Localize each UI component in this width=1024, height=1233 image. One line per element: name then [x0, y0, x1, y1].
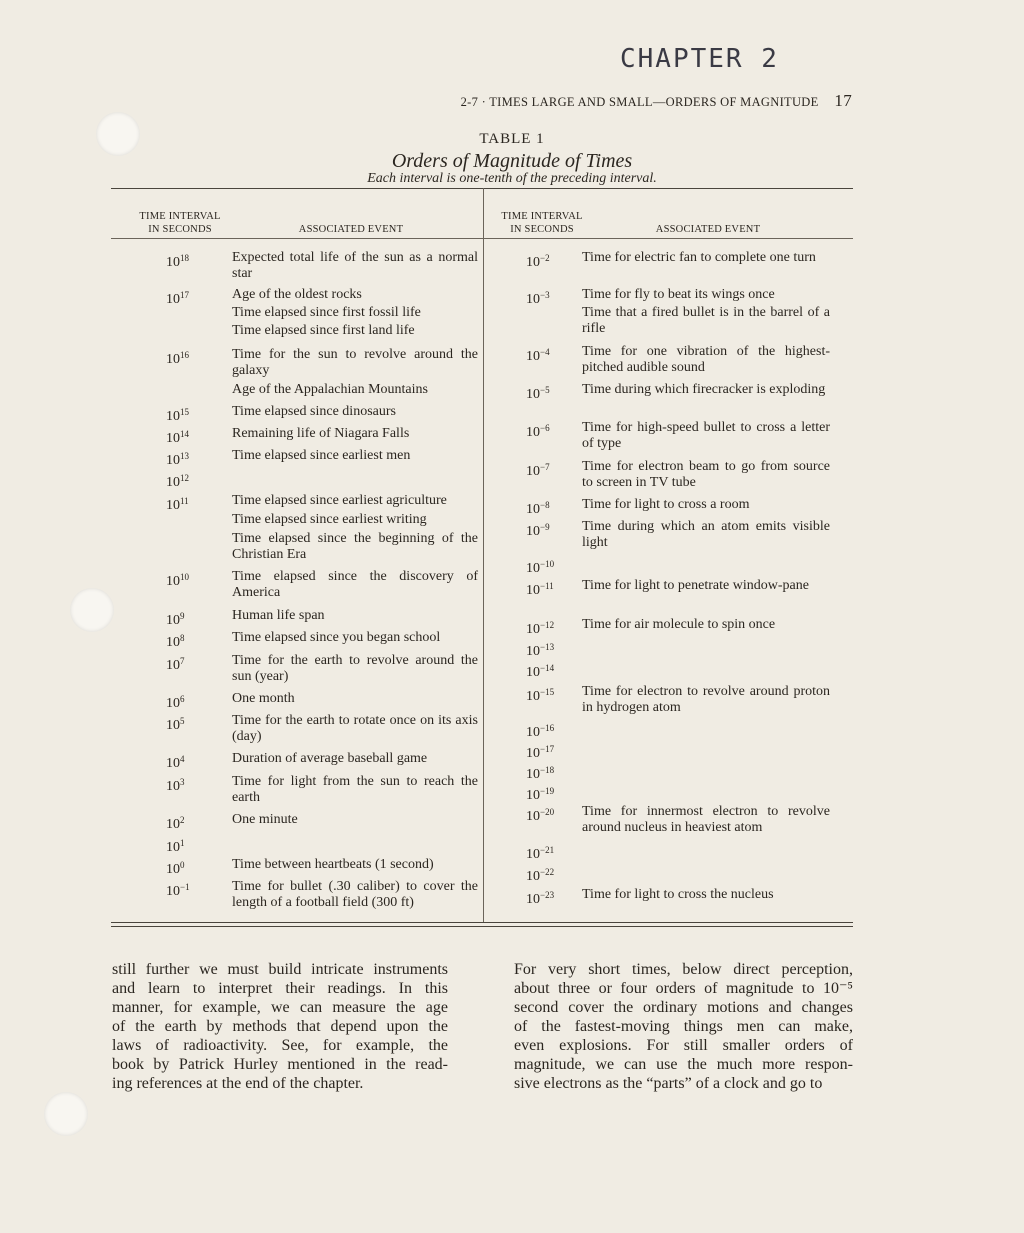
interval-exponent: 9	[180, 611, 185, 621]
interval-base: 10	[526, 292, 540, 307]
associated-event: One month	[232, 691, 295, 706]
interval-base: 10	[166, 658, 180, 673]
interval-header-line2: IN SECONDS	[148, 224, 212, 235]
associated-event: Time for light from the sun to reach the earth	[232, 774, 478, 805]
interval-exponent: −21	[540, 845, 555, 855]
left-event-header: ASSOCIATED EVENT	[298, 224, 404, 235]
time-interval	[166, 347, 189, 368]
left-table-column	[111, 250, 481, 920]
time-interval	[526, 617, 554, 638]
associated-event: Time for the sun to revolve around the galaxy	[232, 347, 478, 378]
interval-base: 10	[526, 746, 540, 761]
time-interval	[526, 459, 550, 480]
time-interval	[526, 497, 550, 518]
time-interval	[526, 783, 554, 804]
body-text-line: laws of radioactivity. See, for example, the	[112, 1037, 448, 1054]
interval-base: 10	[526, 892, 540, 907]
interval-base: 10	[166, 756, 180, 771]
interval-base: 10	[526, 255, 540, 270]
associated-event: Age of the Appalachian Mountains	[232, 382, 428, 397]
interval-base: 10	[166, 635, 180, 650]
body-text-right	[514, 960, 853, 1093]
associated-event: Time elapsed since the beginning of the Christian Era	[232, 531, 478, 562]
time-interval	[526, 420, 550, 441]
interval-exponent: 7	[180, 656, 185, 666]
time-interval	[526, 720, 554, 741]
time-interval	[526, 741, 554, 762]
interval-exponent: 4	[180, 754, 185, 764]
interval-base: 10	[526, 847, 540, 862]
body-text-line: book by Patrick Hurley mentioned in the read-	[112, 1056, 448, 1073]
associated-event: One minute	[232, 812, 298, 827]
interval-base: 10	[166, 453, 180, 468]
table-title: Orders of Magnitude of Times	[391, 150, 633, 172]
interval-exponent: −10	[540, 559, 555, 569]
time-interval	[526, 382, 550, 403]
interval-base: 10	[166, 292, 180, 307]
interval-base: 10	[526, 425, 540, 440]
associated-event: Remaining life of Niagara Falls	[232, 426, 410, 441]
right-interval-header	[487, 210, 597, 236]
interval-base: 10	[526, 809, 540, 824]
interval-exponent: −11	[540, 581, 554, 591]
interval-base: 10	[526, 725, 540, 740]
time-interval	[166, 835, 185, 856]
table-header-rule	[111, 238, 853, 239]
time-interval	[166, 630, 185, 651]
time-interval	[526, 287, 550, 308]
time-interval	[166, 569, 189, 590]
time-interval	[166, 404, 189, 425]
interval-base: 10	[166, 574, 180, 589]
associated-event: Time during which an atom emits visible light	[582, 519, 830, 550]
body-text-line: ing references at the end of the chapter.	[112, 1075, 364, 1092]
associated-event: Expected total life of the sun as a normal star	[232, 250, 478, 281]
interval-exponent: −14	[540, 663, 555, 673]
time-interval	[166, 426, 189, 447]
time-interval	[526, 842, 554, 863]
time-interval	[166, 879, 190, 900]
interval-base: 10	[166, 862, 180, 877]
interval-exponent: −23	[540, 890, 555, 900]
body-text-line: of the fastest-moving things men can make,	[514, 1018, 853, 1035]
time-interval	[166, 608, 185, 629]
associated-event: Time for innermost electron to revolve around nucleus in heaviest atom	[582, 804, 830, 835]
associated-event: Time for one vibration of the highest-pitched audible sound	[582, 344, 830, 375]
time-interval	[166, 493, 189, 514]
interval-base: 10	[526, 689, 540, 704]
interval-base: 10	[526, 464, 540, 479]
interval-header-line1: TIME INTERVAL	[501, 211, 583, 222]
interval-base: 10	[166, 352, 180, 367]
associated-event: Time elapsed since first fossil life	[232, 305, 421, 320]
interval-exponent: −8	[540, 500, 550, 510]
interval-base: 10	[526, 387, 540, 402]
interval-base: 10	[166, 498, 180, 513]
interval-exponent: 15	[180, 407, 189, 417]
time-interval	[166, 448, 189, 469]
time-interval	[166, 287, 189, 308]
time-interval	[526, 519, 550, 540]
time-interval	[526, 344, 550, 365]
associated-event: Time between heartbeats (1 second)	[232, 857, 434, 872]
body-text-line: of the earth by methods that depend upon the	[112, 1018, 448, 1035]
time-interval	[166, 691, 185, 712]
associated-event: Time for light to cross a room	[582, 497, 750, 512]
time-interval	[166, 751, 185, 772]
associated-event: Age of the oldest rocks	[232, 287, 362, 302]
body-text-line: magnitude, we can use the much more respon-	[514, 1056, 853, 1073]
interval-base: 10	[526, 767, 540, 782]
associated-event: Time for light to cross the nucleus	[582, 887, 774, 902]
interval-exponent: −22	[540, 867, 555, 877]
interval-base: 10	[166, 779, 180, 794]
associated-event: Time elapsed since the discovery of America	[232, 569, 478, 600]
body-text-line: about three or four orders of magnitude to 10⁻⁵	[514, 980, 853, 997]
time-interval	[526, 684, 554, 705]
interval-base: 10	[166, 409, 180, 424]
interval-exponent: 3	[180, 777, 185, 787]
interval-exponent: 8	[180, 633, 185, 643]
associated-event: Time elapsed since dinosaurs	[232, 404, 396, 419]
interval-base: 10	[166, 475, 180, 490]
interval-base: 10	[526, 644, 540, 659]
interval-base: 10	[526, 788, 540, 803]
interval-base: 10	[166, 817, 180, 832]
associated-event: Time for high-speed bullet to cross a letter of type	[582, 420, 830, 451]
time-interval	[166, 250, 189, 271]
interval-exponent: −9	[540, 522, 550, 532]
interval-exponent: 17	[180, 290, 189, 300]
associated-event: Time elapsed since earliest writing	[232, 512, 427, 527]
right-event-header: ASSOCIATED EVENT	[655, 224, 761, 235]
associated-event: Time elapsed since earliest agriculture	[232, 493, 447, 508]
body-text-line: second cover the ordinary motions and changes	[514, 999, 853, 1016]
interval-exponent: −2	[540, 253, 550, 263]
binder-hole-bottom	[44, 1092, 88, 1136]
right-table-column	[484, 250, 852, 920]
interval-exponent: 1	[180, 838, 185, 848]
interval-exponent: −17	[540, 744, 555, 754]
handwritten-chapter-note: CHAPTER 2	[620, 44, 779, 74]
interval-exponent: 18	[180, 253, 189, 263]
associated-event: Time that a fired bullet is in the barrel of a rifle	[582, 305, 830, 336]
interval-exponent: 16	[180, 350, 189, 360]
running-head	[424, 91, 852, 111]
associated-event: Time for fly to beat its wings once	[582, 287, 775, 302]
associated-event: Time elapsed since first land life	[232, 323, 415, 338]
interval-exponent: 14	[180, 429, 189, 439]
table-number: TABLE 1	[479, 131, 545, 147]
interval-base: 10	[526, 349, 540, 364]
interval-exponent: −16	[540, 723, 555, 733]
interval-exponent: −18	[540, 765, 555, 775]
interval-header-line1: TIME INTERVAL	[139, 211, 221, 222]
body-text-line: manner, for example, we can measure the age	[112, 999, 448, 1016]
associated-event: Time for electron to revolve around proton in hydrogen atom	[582, 684, 830, 715]
running-head-text: 2-7 · TIMES LARGE AND SMALL—ORDERS OF MAGNITUDE	[460, 95, 819, 109]
associated-event: Time for light to penetrate window-pane	[582, 578, 809, 593]
binder-hole-middle	[70, 588, 114, 632]
time-interval	[526, 762, 554, 783]
interval-base: 10	[526, 561, 540, 576]
associated-event: Time for electron beam to go from source to screen in TV tube	[582, 459, 830, 490]
interval-base: 10	[166, 255, 180, 270]
time-interval	[526, 556, 554, 577]
interval-exponent: 10	[180, 572, 189, 582]
body-text-line: For very short times, below direct perception,	[514, 961, 853, 978]
interval-exponent: 5	[180, 716, 185, 726]
interval-base: 10	[526, 502, 540, 517]
time-interval	[166, 812, 185, 833]
interval-base: 10	[166, 840, 180, 855]
body-text-line: even explosions. For still smaller orders of	[514, 1037, 853, 1054]
interval-exponent: −12	[540, 620, 555, 630]
interval-exponent: 6	[180, 694, 185, 704]
interval-exponent: 0	[180, 860, 185, 870]
interval-base: 10	[526, 869, 540, 884]
interval-header-line2: IN SECONDS	[510, 224, 574, 235]
interval-base: 10	[526, 524, 540, 539]
interval-exponent: −15	[540, 687, 555, 697]
interval-exponent: −13	[540, 642, 555, 652]
interval-exponent: −19	[540, 786, 555, 796]
body-text-line: sive electrons as the “parts” of a clock and go to	[514, 1075, 823, 1092]
table-bottom-rule	[111, 922, 853, 927]
associated-event: Duration of average baseball game	[232, 751, 428, 766]
time-interval	[526, 578, 554, 599]
time-interval	[526, 660, 554, 681]
interval-exponent: −6	[540, 423, 550, 433]
associated-event: Time for the earth to rotate once on its axis (day)	[232, 713, 478, 744]
interval-base: 10	[166, 613, 180, 628]
associated-event: Time during which firecracker is exploding	[582, 382, 826, 397]
interval-exponent: 12	[180, 473, 189, 483]
interval-exponent: 11	[180, 496, 189, 506]
table-top-rule	[111, 188, 853, 189]
interval-exponent: 13	[180, 451, 189, 461]
time-interval	[166, 857, 185, 878]
interval-exponent: −4	[540, 347, 550, 357]
time-interval	[526, 887, 554, 908]
associated-event: Time elapsed since earliest men	[232, 448, 411, 463]
time-interval	[526, 804, 554, 825]
page-number: 17	[834, 91, 852, 110]
time-interval	[166, 713, 185, 734]
interval-base: 10	[166, 884, 180, 899]
associated-event: Time for the earth to revolve around the sun (year)	[232, 653, 478, 684]
interval-base: 10	[166, 696, 180, 711]
associated-event: Time elapsed since you began school	[232, 630, 441, 645]
interval-base: 10	[526, 583, 540, 598]
interval-exponent: −1	[180, 882, 190, 892]
interval-exponent: 2	[180, 815, 185, 825]
table-subtitle: Each interval is one-tenth of the preceding interval.	[367, 171, 657, 186]
interval-exponent: −7	[540, 462, 550, 472]
time-interval	[526, 250, 550, 271]
associated-event: Time for air molecule to spin once	[582, 617, 776, 632]
interval-exponent: −20	[540, 807, 555, 817]
interval-base: 10	[526, 665, 540, 680]
associated-event: Human life span	[232, 608, 325, 623]
associated-event: Time for bullet (.30 caliber) to cover the length of a football field (300 ft)	[232, 879, 478, 910]
time-interval	[166, 774, 185, 795]
body-text-line: and learn to interpret their readings. In this	[112, 980, 448, 997]
time-interval	[526, 639, 554, 660]
interval-exponent: −3	[540, 290, 550, 300]
interval-base: 10	[166, 431, 180, 446]
interval-base: 10	[526, 622, 540, 637]
body-text-line: still further we must build intricate instruments	[112, 961, 448, 978]
time-interval	[166, 653, 185, 674]
body-text-left	[112, 960, 448, 1093]
interval-base: 10	[166, 718, 180, 733]
time-interval	[526, 864, 554, 885]
left-interval-header	[112, 210, 248, 236]
associated-event: Time for electric fan to complete one turn	[582, 250, 816, 265]
time-interval	[166, 470, 189, 491]
interval-exponent: −5	[540, 385, 550, 395]
